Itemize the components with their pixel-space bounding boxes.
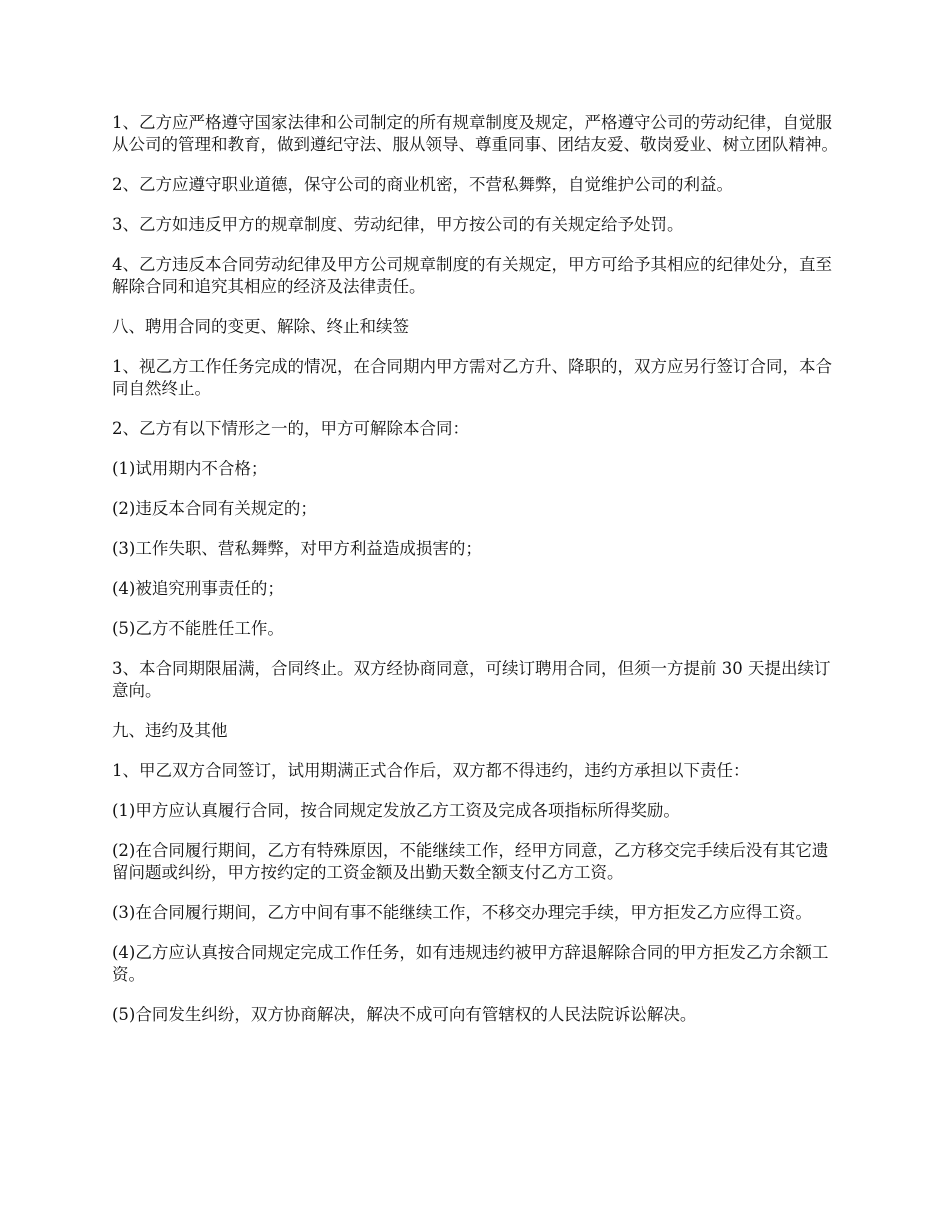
liability-item-5: (5)合同发生纠纷，双方协商解决，解决不成可向有管辖权的人民法院诉讼解决。 (112, 1005, 697, 1024)
liability-item-2: (2)在合同履行期间，乙方有特殊原因，不能继续工作，经甲方同意，乙方移交完手续后没有其它遗留问题或纠纷，甲方按约定的工资金额及出勤天数全额支付乙方工资。 (112, 841, 829, 882)
condition-item-2: (2)违反本合同有关规定的； (112, 499, 317, 518)
clause-change-2: 2、乙方有以下情形之一的，甲方可解除本合同： (112, 419, 469, 438)
condition-item-4: (4)被追究刑事责任的； (112, 579, 284, 598)
clause-change-3: 3、本合同期限届满，合同终止。双方经协商同意，可续订聘用合同，但须一方提前 30 天提出续订意向。 (112, 659, 831, 700)
section-heading-8: 八、聘用合同的变更、解除、终止和续签 (112, 317, 409, 336)
clause-change-1: 1、视乙方工作任务完成的情况，在合同期内甲方需对乙方升、降职的，双方应另行签订合同，本合同自然终止。 (112, 357, 832, 398)
clause-discipline-4: 4、乙方违反本合同劳动纪律及甲方公司规章制度的有关规定，甲方可给予其相应的纪律处分，直至解除合同和追究其相应的经济及法律责任。 (112, 255, 832, 296)
liability-item-3: (3)在合同履行期间，乙方中间有事不能继续工作，不移交办理完手续，甲方拒发乙方应得工资。 (112, 903, 812, 922)
section-heading-9: 九、违约及其他 (112, 721, 228, 740)
liability-item-4: (4)乙方应认真按合同规定完成工作任务，如有违规违约被甲方辞退解除合同的甲方拒发乙方余额工资。 (112, 943, 829, 984)
clause-discipline-3: 3、乙方如违反甲方的规章制度、劳动纪律，甲方按公司的有关规定给予处罚。 (112, 215, 684, 234)
condition-item-1: (1)试用期内不合格； (112, 459, 268, 478)
liability-item-1: (1)甲方应认真履行合同，按合同规定发放乙方工资及完成各项指标所得奖励。 (112, 801, 680, 820)
document-body (112, 112, 840, 1044)
condition-item-5: (5)乙方不能胜任工作。 (112, 619, 284, 638)
clause-discipline-1: 1、乙方应严格遵守国家法律和公司制定的所有规章制度及规定，严格遵守公司的劳动纪律，自觉服从公司的管理和教育，做到遵纪守法、服从领导、尊重同事、团结友爱、敬岗爱业、树立团队精神。 (112, 113, 838, 154)
clause-breach-1: 1、甲乙双方合同签订，试用期满正式合作后，双方都不得违约，违约方承担以下责任： (112, 761, 750, 780)
clause-discipline-2: 2、乙方应遵守职业道德，保守公司的商业机密，不营私舞弊，自觉维护公司的利益。 (112, 175, 733, 194)
condition-item-3: (3)工作失职、营私舞弊，对甲方利益造成损害的； (112, 539, 482, 558)
